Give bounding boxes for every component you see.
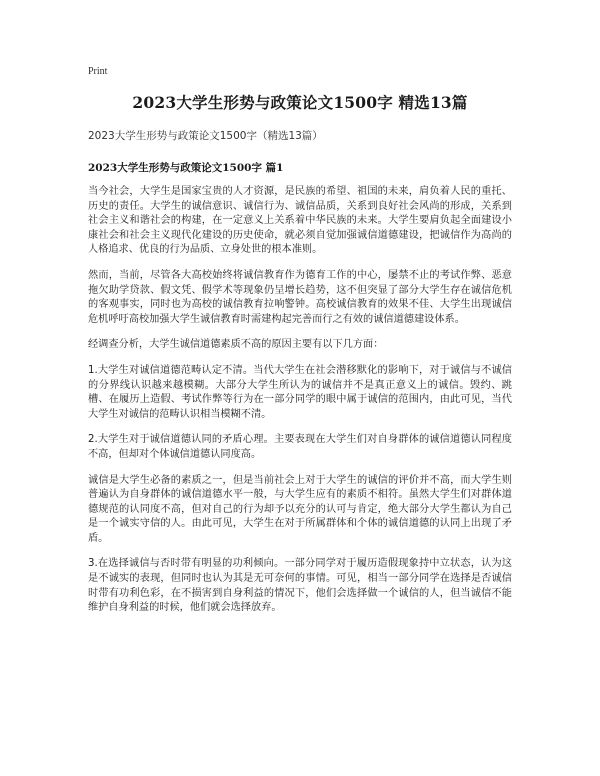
paragraph: 1.大学生对诚信道德范畴认定不清。当代大学生在社会潜移默化的影响下，对于诚信与不诚信的分界线认识越来越模糊。大部分大学生所认为的诚信并不是真正意义上的诚信。毁约、跳槽、在履历上造假、考试作弊等行为在一部分同学的眼中属于诚信的范围内，由此可见，当代大学生对诚信的范畴认识相当模糊不清。 xyxy=(88,364,512,420)
paragraph: 当今社会，大学生是国家宝贵的人才资源，是民族的希望、祖国的未来，肩负着人民的重托、历史的责任。大学生的诚信意识、诚信行为、诚信品质，关系到良好社会风尚的形成，关系到社会主义和谐社会的构建，在一定意义上关系着中华民族的未来。大学生要肩负起全面建设小康社会和社会主义现代化建设的历史使命，就必须自觉加强诚信道德建设，把诚信作为高尚的人格追求、优良的行为品质、立身处世的根本准则。 xyxy=(88,186,512,256)
paragraph: 2.大学生对于诚信道德认同的矛盾心理。主要表现在大学生们对自身群体的诚信道德认同程度不高，但却对个体诚信道德认同度高。 xyxy=(88,434,512,460)
paragraph: 3.在选择诚信与否时带有明显的功利倾向。一部分同学对于履历造假现象持中立状态，认为这是不诚实的表现，但同时也认为其是无可奈何的事情。可见，相当一部分同学在选择是否诚信时带有功利色彩，在不损害到自身利益的情况下，他们会选择做一个诚信的人，但当诚信不能维护自身利益的时候，他们就会选择放弃。 xyxy=(88,558,512,614)
document-subtitle: 2023大学生形势与政策论文1500字（精选13篇） xyxy=(88,130,323,142)
document-title: 2023大学生形势与政策论文1500字 精选13篇 xyxy=(132,93,468,112)
paragraph: 然而，当前，尽管各大高校始终将诚信教育作为德育工作的中心，屡禁不止的考试作弊、恶意拖欠助学贷款、假文凭、假学术等现象仍呈增长趋势，这不但突显了部分大学生存在诚信危机的客观事实，同时也为高校的诚信教育拉响警钟。高校诚信教育的效果不佳、大学生出现诚信危机呼吁高校加强大学生诚信教育时需建构起完善而行之有效的诚信道德建设体系。 xyxy=(88,269,512,325)
section-heading: 2023大学生形势与政策论文1500字 篇1 xyxy=(88,162,284,174)
print-label: Print xyxy=(88,66,108,77)
paragraph: 诚信是大学生必备的素质之一，但是当前社会上对于大学生的诚信的评价并不高，而大学生则普遍认为自身群体的诚信道德水平一般，与大学生应有的素质不相符。虽然大学生们对群体道德规范的认同度不高，但对自己的行为却予以充分的认可与肯定，绝大部分大学生都认为自己是一个诚实守信的人。由此可见，大学生在对于所属群体和个体的诚信道德的认同上出现了矛盾。 xyxy=(88,474,512,544)
paragraph: 经调查分析，大学生诚信道德素质不高的原因主要有以下几方面： xyxy=(88,339,384,351)
